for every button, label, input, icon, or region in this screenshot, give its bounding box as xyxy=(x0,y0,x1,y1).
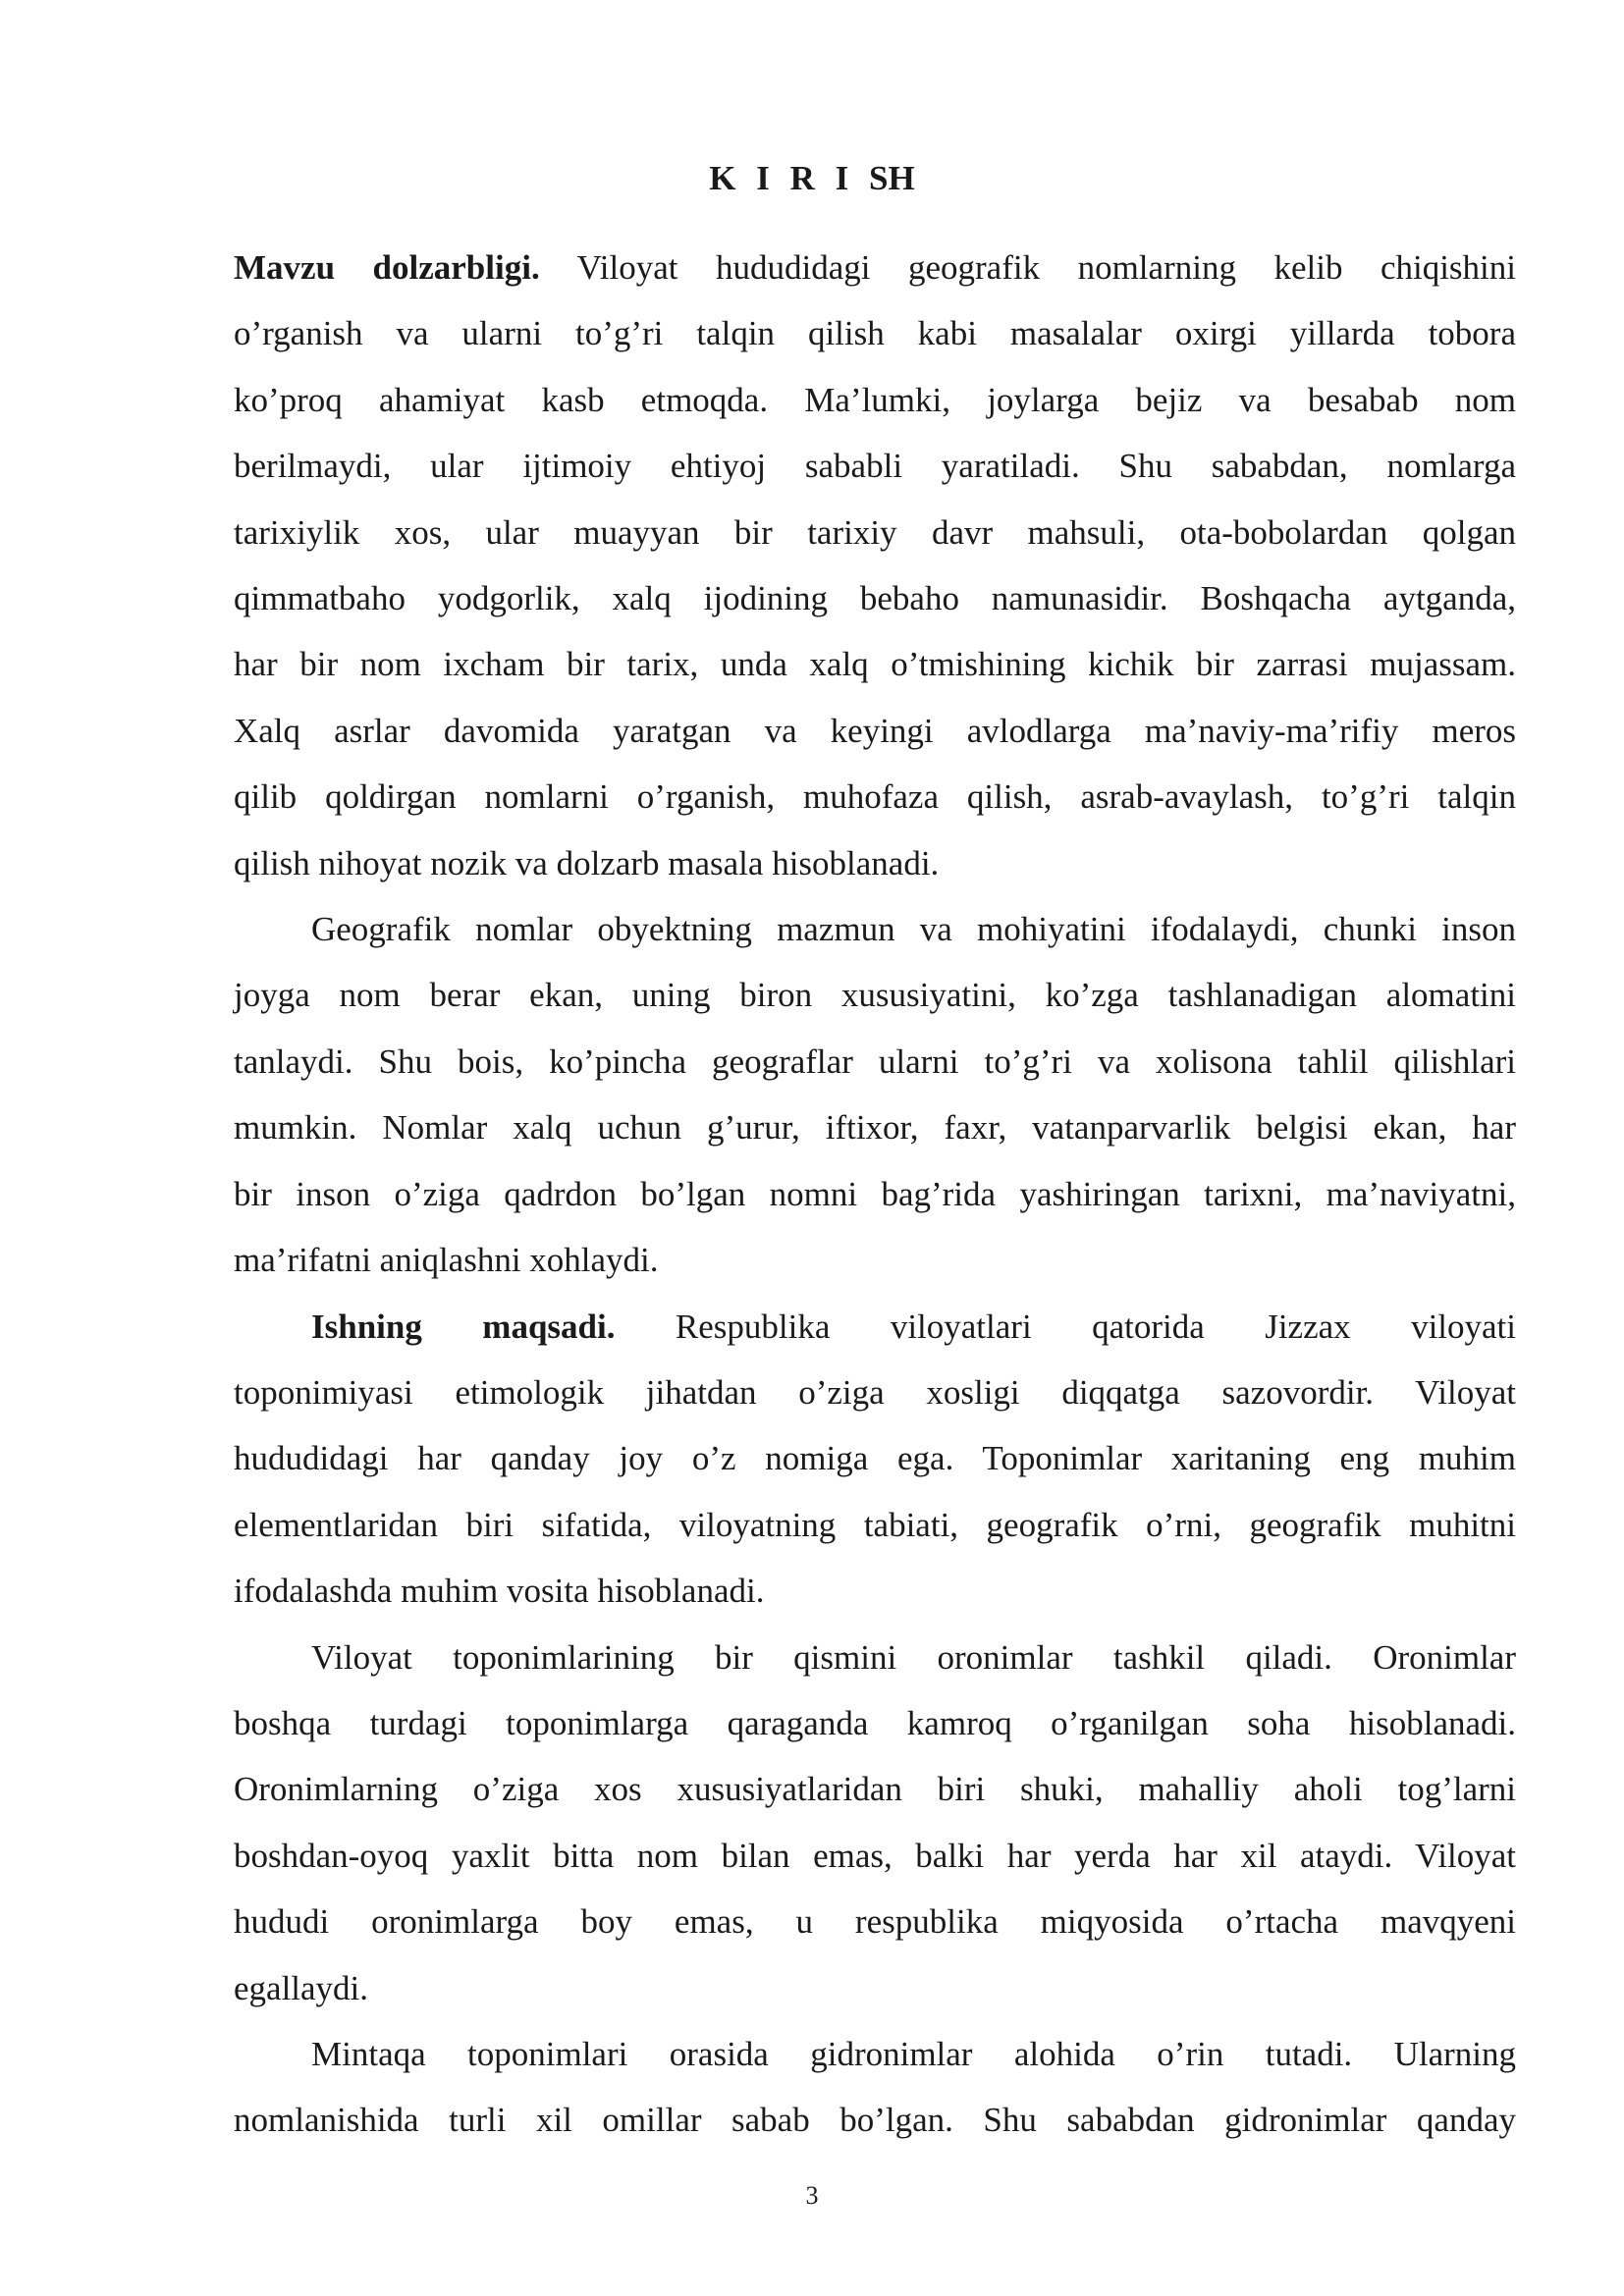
text-line: ifodalashda muhim vosita hisoblanadi. xyxy=(234,1572,765,1611)
text-line: har bir nom ixcham bir tarix, unda xalq o’tmishining kichik bir zarrasi mujassam. xyxy=(234,645,1516,684)
text-line: Oronimlarning o’ziga xos xususiyatlaridan biri shuki, mahalliy aholi tog’larni xyxy=(234,1770,1516,1809)
text-line: bir inson o’ziga qadrdon bo’lgan nomni bag’rida yashiringan tarixni, ma’naviyatni, xyxy=(234,1174,1516,1213)
text-line-content: Viloyat hududidagi geografik nomlarning kelib chiqishini xyxy=(539,248,1517,287)
paragraph-geographic-names xyxy=(234,896,1516,1293)
paragraph-oronyms xyxy=(234,1625,1516,2021)
text-line: boshdan-oyoq yaxlit bitta nom bilan emas, balki har yerda har xil ataydi. Viloyat xyxy=(234,1836,1516,1875)
text-line xyxy=(234,1294,1516,1360)
paragraph-relevance xyxy=(234,235,1516,896)
text-line: toponimiyasi etimologik jihatdan o’ziga xosligi diqqatga sazovordir. Viloyat xyxy=(234,1372,1516,1412)
text-line: tarixiylik xos, ular muayyan bir tarixiy davr mahsuli, ota-bobolardan qolgan xyxy=(234,512,1516,552)
paragraph-lead: Mavzu dolzarbligi. xyxy=(234,248,540,287)
text-line: boshqa turdagi toponimlarga qaraganda kamroq o’rganilgan soha hisoblanadi. xyxy=(234,1703,1516,1742)
text-line: mumkin. Nomlar xalq uchun g’urur, iftixor, faxr, vatanparvarlik belgisi ekan, har xyxy=(234,1108,1516,1148)
text-line: elementlaridan biri sifatida, viloyatning tabiati, geografik o’rni, geografik muhitni xyxy=(234,1505,1516,1544)
paragraph-hydronyms xyxy=(234,2021,1516,2154)
text-line: Xalq asrlar davomida yaratgan va keyingi avlodlarga ma’naviy-ma’rifiy meros xyxy=(234,711,1516,750)
text-line: Geografik nomlar obyektning mazmun va mohiyatini ifodalaydi, chunki inson xyxy=(311,910,1516,949)
text-line xyxy=(234,235,1516,300)
paragraph-goal xyxy=(234,1294,1516,1625)
text-line: tanlaydi. Shu bois, ko’pincha geograflar ularni to’g’ri va xolisona tahlil qilishlari xyxy=(234,1041,1516,1081)
text-line: qimmatbaho yodgorlik, xalq ijodining bebaho namunasidir. Boshqacha aytganda, xyxy=(234,579,1516,618)
text-line: berilmaydi, ular ijtimoiy ehtiyoj sababli yaratiladi. Shu sababdan, nomlarga xyxy=(234,447,1516,486)
text-line: hududidagi har qanday joy o’z nomiga ega. Toponimlar xaritaning eng muhim xyxy=(234,1439,1516,1478)
text-line: ma’rifatni aniqlashni xohlaydi. xyxy=(234,1241,659,1280)
text-line: Mintaqa toponimlari orasida gidronimlar alohida o’rin tutadi. Ularning xyxy=(311,2034,1516,2073)
text-line: qilish nihoyat nozik va dolzarb masala hisoblanadi. xyxy=(234,843,940,882)
page-title: K I R I SH xyxy=(709,159,915,197)
text-line: o’rganish va ularni to’g’ri talqin qilish kabi masalalar oxirgi yillarda tobora xyxy=(234,314,1516,353)
body-text xyxy=(234,235,1516,2154)
page-number: 3 xyxy=(805,2181,819,2210)
text-line: Viloyat toponimlarining bir qismini oronimlar tashkil qiladi. Oronimlar xyxy=(311,1637,1516,1677)
paragraph-lead: Ishning maqsadi. xyxy=(311,1307,616,1346)
text-line-content: Respublika viloyatlari qatorida Jizzax viloyati xyxy=(615,1307,1517,1346)
text-line: nomlanishida turli xil omillar sabab bo’lgan. Shu sababdan gidronimlar qanday xyxy=(234,2101,1516,2140)
text-line: joyga nom berar ekan, uning biron xususiyatini, ko’zga tashlanadigan alomatini xyxy=(234,976,1516,1015)
text-line: ko’proq ahamiyat kasb etmoqda. Ma’lumki, joylarga bejiz va besabab nom xyxy=(234,380,1516,419)
text-line: qilib qoldirgan nomlarni o’rganish, muhofaza qilish, asrab-avaylash, to’g’ri talqin xyxy=(234,777,1516,817)
text-line: egallaydi. xyxy=(234,1968,369,2007)
text-line: hududi oronimlarga boy emas, u respublika miqyosida o’rtacha mavqyeni xyxy=(234,1902,1516,1942)
